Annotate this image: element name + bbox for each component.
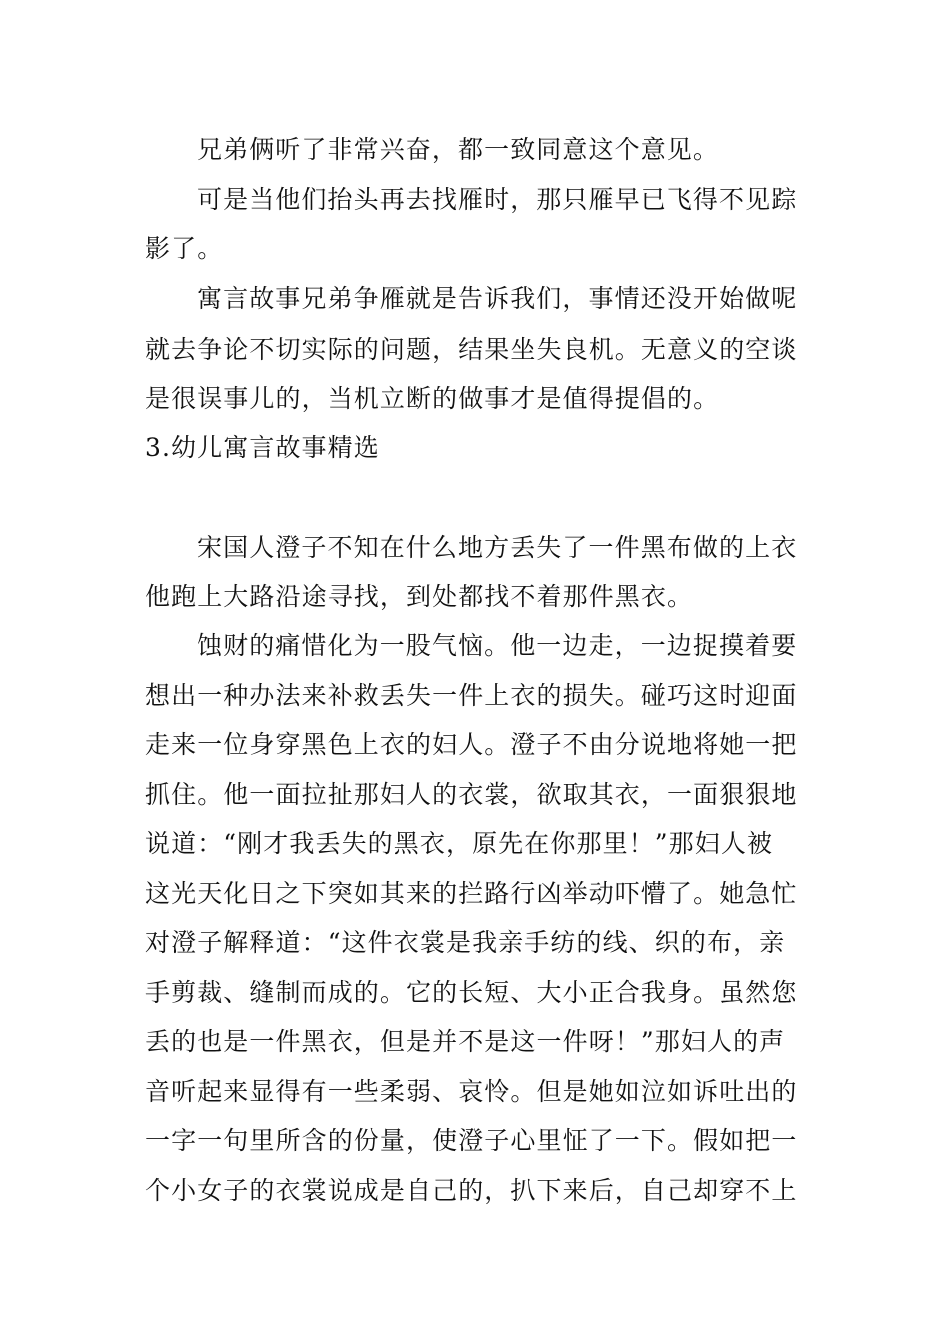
paragraph-2-line-1: 可是当他们抬头再去找雁时，那只雁早已飞得不见踪 [197, 185, 798, 214]
paragraph-3-line-3: 是很误事儿的，当机立断的做事才是值得提倡的。 [145, 384, 720, 413]
paragraph-4-line-2: 他跑上大路沿途寻找，到处都找不着那件黑衣。 [145, 582, 694, 611]
paragraph-4-line-1: 宋国人澄子不知在什么地方丢失了一件黑布做的上衣 [197, 533, 798, 562]
section-heading: 3.幼儿寓言故事精选 [145, 433, 380, 462]
paragraph-5-line-1: 蚀财的痛惜化为一股气恼。他一边走，一边捉摸着要 [197, 631, 798, 660]
paragraph-5-line-8: 手剪裁、缝制而成的。它的长短、大小正合我身。虽然您 [145, 978, 798, 1007]
paragraph-3-line-2: 就去争论不切实际的问题，结果坐失良机。无意义的空谈 [145, 335, 798, 364]
paragraph-5-line-4: 抓住。他一面拉扯那妇人的衣裳，欲取其衣，一面狠狠地 [145, 780, 798, 809]
paragraph-1-line-1: 兄弟俩听了非常兴奋，都一致同意这个意见。 [197, 135, 720, 164]
paragraph-2-line-2: 影了。 [145, 234, 224, 263]
paragraph-5-line-11: 一字一句里所含的份量，使澄子心里怔了一下。假如把一 [145, 1126, 798, 1155]
paragraph-5-line-6: 这光天化日之下突如其来的拦路行凶举动吓懵了。她急忙 [145, 879, 798, 908]
paragraph-5-line-10: 音听起来显得有一些柔弱、哀怜。但是她如泣如诉吐出的 [145, 1077, 798, 1106]
paragraph-5-line-7: 对澄子解释道：“这件衣裳是我亲手纺的线、织的布，亲 [145, 928, 786, 957]
paragraph-3-line-1: 寓言故事兄弟争雁就是告诉我们，事情还没开始做呢 [197, 284, 798, 313]
paragraph-5-line-12: 个小女子的衣裳说成是自己的，扒下来后，自己却穿不上 [145, 1176, 798, 1205]
paragraph-5-line-9: 丢的也是一件黑衣，但是并不是这一件呀！”那妇人的声 [145, 1027, 786, 1056]
paragraph-5-line-2: 想出一种办法来补救丢失一件上衣的损失。碰巧这时迎面 [145, 681, 798, 710]
paragraph-5-line-3: 走来一位身穿黑色上衣的妇人。澄子不由分说地将她一把 [145, 730, 798, 759]
paragraph-5-line-5: 说道：“刚才我丢失的黑衣，原先在你那里！”那妇人被 [145, 829, 774, 858]
